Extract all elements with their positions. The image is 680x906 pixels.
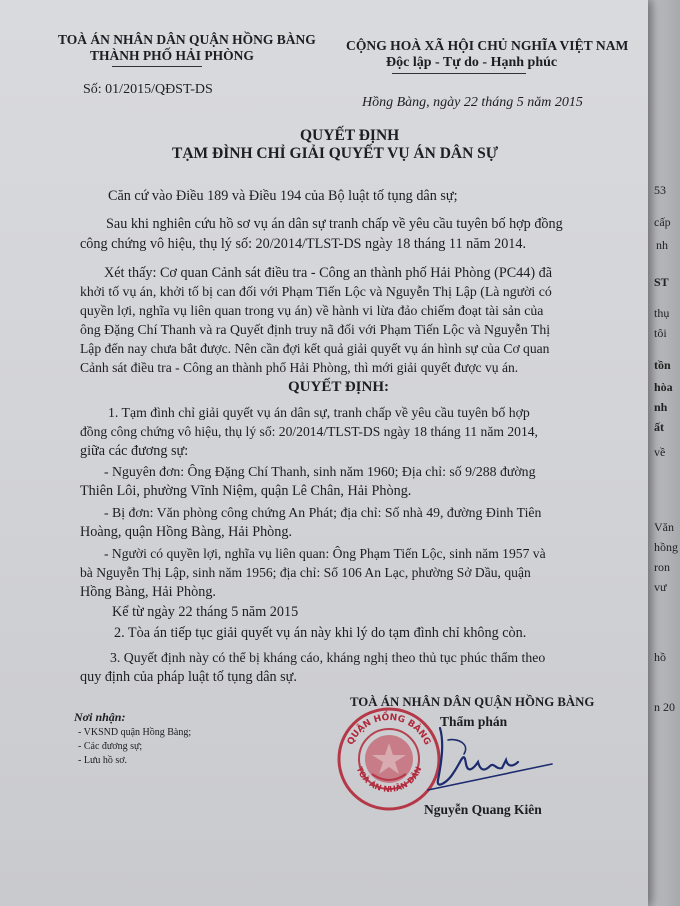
recipients-heading: Nơi nhận: [74,710,126,724]
paragraph-line: khởi tố vụ án, khởi tố bị can đối với Phạm Tiến Lộc và Nguyễn Thị Lập (Là người có [80,284,552,299]
recipient-item: - Các đương sự; [78,741,143,752]
underlying-text: Văn [654,520,674,534]
header-rule [112,66,202,67]
paragraph-line: Kể từ ngày 22 tháng 5 năm 2015 [112,604,299,620]
nation-motto: Độc lập - Tự do - Hạnh phúc [386,55,558,70]
underlying-text: thụ [654,306,670,320]
paragraph-line: đồng công chứng vô hiệu, thụ lý số: 20/2014/TLST-DS ngày 18 tháng 11 năm 2014, [80,424,538,439]
paragraph-line: Cảnh sát điều tra - Công an thành phố Hải Phòng, thì mới giải quyết được vụ án. [80,360,519,375]
underlying-text: nh [656,238,668,252]
paragraph-line: Thiên Lôi, phường Vĩnh Niệm, quận Lê Chân, Hải Phòng. [80,483,412,499]
paragraph-line: Xét thấy: Cơ quan Cảnh sát điều tra - Công an thành phố Hải Phòng (PC44) đã [104,265,553,281]
paragraph-line: Hoàng, quận Hồng Bàng, Hải Phòng. [80,524,293,540]
paragraph-line: công chứng vô hiệu, thụ lý số: 20/2014/TLST-DS ngày 18 tháng 11 năm 2014. [80,236,527,252]
recipient-item: - Lưu hồ sơ. [78,755,128,766]
paragraph-line: Hồng Bàng, Hải Phòng. [80,584,216,600]
header-rule [392,73,526,74]
paragraph-line: quyền lợi, nghĩa vụ liên quan trong vụ án) về hành vi lừa đảo chiếm đoạt tài sản của [80,303,544,318]
underlying-text: 53 [654,183,666,197]
underlying-text: ron [654,560,670,574]
court-city: THÀNH PHỐ HẢI PHÒNG [90,48,254,63]
paragraph-line: giữa các đương sự: [80,443,189,459]
underlying-text: ST [654,275,669,289]
seal-text-top: QUẬN HỒNG BÀNG [345,712,433,747]
underlying-text: hòa [654,380,673,394]
signature-role: Thẩm phán [440,714,508,729]
paragraph-line: quy định của pháp luật tố tụng dân sự. [80,669,297,685]
doc-title: QUYẾT ĐỊNH [300,127,400,144]
underlying-text: hồ [654,650,666,664]
court-name: TOÀ ÁN NHÂN DÂN QUẬN HỒNG BÀNG [58,32,316,47]
place-date: Hồng Bàng, ngày 22 tháng 5 năm 2015 [362,95,583,110]
paragraph-line: - Bị đơn: Văn phòng công chứng An Phát; địa chỉ: Số nhà 49, đường Đinh Tiên [104,505,542,520]
underlying-text: hồng [654,540,678,554]
signature-court: TOÀ ÁN NHÂN DÂN QUẬN HỒNG BÀNG [350,695,595,709]
paragraph-line: Căn cứ vào Điều 189 và Điều 194 của Bộ luật tố tụng dân sự; [108,188,458,204]
paragraph-line: - Nguyên đơn: Ông Đặng Chí Thanh, sinh năm 1960; Địa chỉ: số 9/288 đường [104,464,536,479]
underlying-text: về [654,445,666,459]
paragraph-line: bà Nguyễn Thị Lập, sinh năm 1956; địa chỉ: Số 106 An Lạc, phường Sở Dầu, quận [80,565,531,580]
paragraph-line: - Người có quyền lợi, nghĩa vụ liên quan: Ông Phạm Tiến Lộc, sinh năm 1957 và [104,546,546,561]
underlying-text: vư [654,580,667,594]
document-number: Số: 01/2015/QĐST-DS [83,82,213,97]
underlying-text: tồn [654,358,671,372]
doc-subtitle: TẠM ĐÌNH CHỈ GIẢI QUYẾT VỤ ÁN DÂN SỰ [172,145,499,162]
underlying-text: nh [654,400,668,414]
nation-name: CỘNG HOÀ XÃ HỘI CHỦ NGHĨA VIỆT NAM [346,38,629,53]
underlying-text: tôi [654,326,667,340]
recipient-item: - VKSND quận Hồng Bàng; [78,727,192,738]
paragraph-line: 2. Tòa án tiếp tục giải quyết vụ án này khi lý do tạm đình chỉ không còn. [114,625,527,641]
underlying-text: cấp [654,215,671,229]
seal-text-bottom: TOÀ ÁN NHÂN DÂN [354,765,424,794]
paragraph-line: ông Đặng Chí Thanh và ra Quyết định truy nã đối với Phạm Tiến Lộc và Nguyễn Thị [80,322,551,337]
signer-name: Nguyễn Quang Kiên [424,802,542,817]
paragraph-line: 1. Tạm đình chỉ giải quyết vụ án dân sự, tranh chấp về yêu cầu tuyên bố hợp [108,405,530,420]
decision-heading: QUYẾT ĐỊNH: [288,379,389,395]
paragraph-line: Sau khi nghiên cứu hồ sơ vụ án dân sự tranh chấp về yêu cầu tuyên bố hợp đồng [106,216,563,232]
underlying-text: n 20 [654,700,675,714]
paragraph-line: 3. Quyết định này có thể bị kháng cáo, kháng nghị theo thủ tục phúc thẩm theo [110,650,546,665]
underlying-text: ất [654,420,664,434]
handwritten-signature [418,720,558,800]
paragraph-line: Lập đến nay chưa bắt được. Nên cần đợi kết quả giải quyết vụ án hình sự của Cơ quan [80,341,550,356]
